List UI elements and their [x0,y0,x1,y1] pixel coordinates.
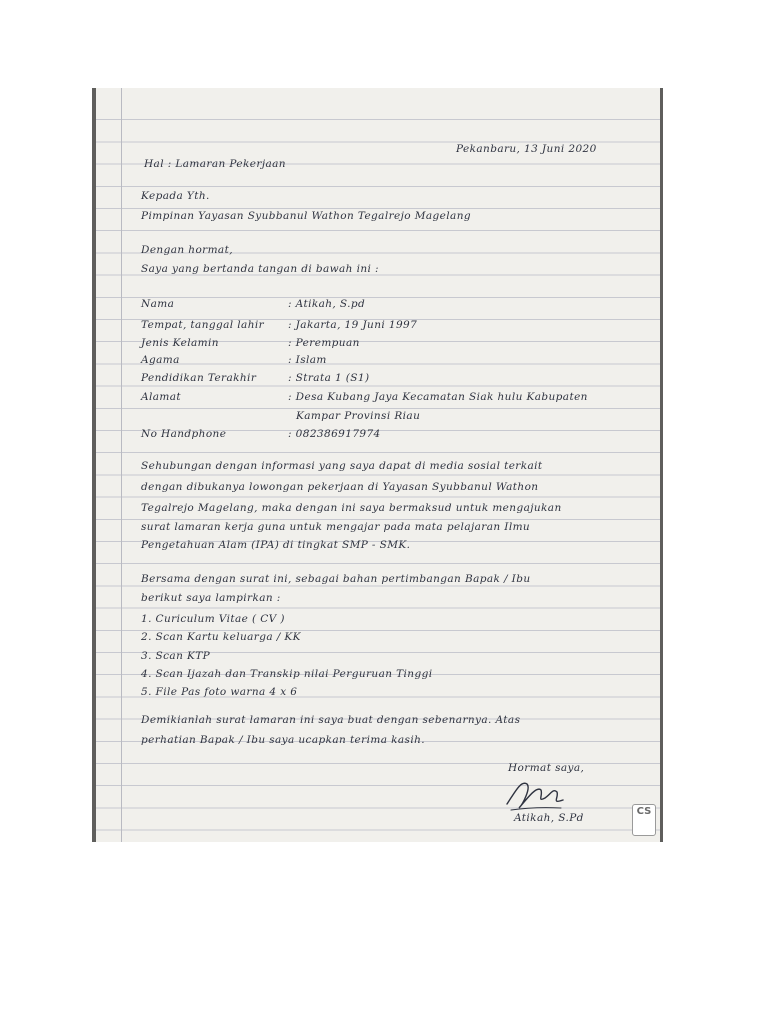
field-value: : Strata 1 (S1) [288,372,370,384]
lined-paper [96,88,660,842]
field-value: : Perempuan [288,337,360,349]
attachment-item: 2. Scan Kartu keluarga / KK [141,631,301,643]
intro-line: Saya yang bertanda tangan di bawah ini : [141,263,379,275]
regards: Hormat saya, [508,762,585,774]
paper-margin-line [121,88,122,842]
attachment-item: 5. File Pas foto warna 4 x 6 [141,686,298,698]
attachment-item: 4. Scan Ijazah dan Transkip nilai Perguruan Tinggi [141,668,433,680]
body-line: Pengetahuan Alam (IPA) di tingkat SMP - SMK. [141,539,411,551]
closing-line: Demikianlah surat lamaran ini saya buat dengan sebenarnya. Atas [141,714,521,726]
greeting: Dengan hormat, [141,244,233,256]
to-label: Kepada Yth. [141,190,210,202]
field-value: : Desa Kubang Jaya Kecamatan Siak hulu Kabupaten [288,391,588,403]
field-label: Nama [141,298,175,310]
place-date: Pekanbaru, 13 Juni 2020 [456,143,597,155]
closing-line: perhatian Bapak / Ibu saya ucapkan terima kasih. [141,734,425,746]
field-label: No Handphone [141,428,227,440]
camscanner-logo-icon [632,804,656,836]
body-line: surat lamaran kerja guna untuk mengajar pada mata pelajaran Ilmu [141,521,531,533]
document-photo [92,88,663,842]
field-value: : Islam [288,354,327,366]
field-value: : 082386917974 [288,428,381,440]
subject-line: Hal : Lamaran Pekerjaan [144,158,286,170]
body-line: Tegalrejo Magelang, maka dengan ini saya bermaksud untuk mengajukan [141,502,562,514]
field-label: Pendidikan Terakhir [141,372,257,384]
body-line: berikut saya lampirkan : [141,592,281,604]
signer-name: Atikah, S.Pd [514,812,584,824]
field-value: Kampar Provinsi Riau [296,410,421,422]
field-label: Alamat [141,391,182,403]
field-value: : Jakarta, 19 Juni 1997 [288,319,418,331]
attachment-item: 1. Curiculum Vitae ( CV ) [141,613,285,625]
field-label: Agama [141,354,180,366]
field-label: Jenis Kelamin [141,337,219,349]
watermark-text: CS [636,806,652,817]
field-value: : Atikah, S.pd [288,298,366,310]
attachment-item: 3. Scan KTP [141,650,211,662]
recipient: Pimpinan Yayasan Syubbanul Wathon Tegalrejo Magelang [141,210,471,222]
body-line: Bersama dengan surat ini, sebagai bahan pertimbangan Bapak / Ibu [141,573,531,585]
field-label: Tempat, tanggal lahir [141,319,265,331]
body-line: dengan dibukanya lowongan pekerjaan di Yayasan Syubbanul Wathon [141,481,539,493]
body-line: Sehubungan dengan informasi yang saya dapat di media sosial terkait [141,460,543,472]
